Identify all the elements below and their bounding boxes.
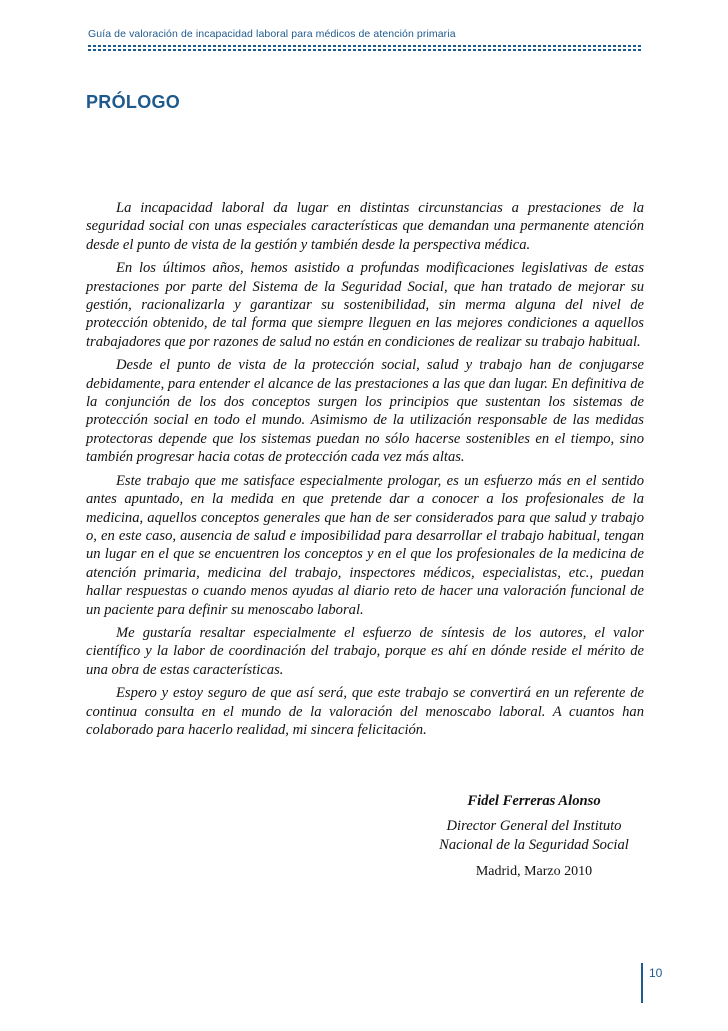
paragraph: En los últimos años, hemos asistido a profundas modificaciones legislativas de estas prestaciones por parte del Sistema de la Seguridad Social, que han tratado de mejorar su gestión, racionalizarla y garantizar su sostenibilidad, sin merma alguna del nivel de protección obtenido, de tal forma que siempre lleguen en las mejores condiciones a aquellos trabajadores que por razones de salud no están en condiciones de realizar su trabajo habitual. (86, 260, 644, 350)
signatory-name: Fidel Ferreras Alonso (467, 793, 601, 809)
paragraph: Me gustaría resaltar especialmente el esfuerzo de síntesis de los autores, el valor científico y la labor de coordinación del trabajo, porque es ahí en dónde reside el mérito de una obra de estas características. (86, 624, 644, 678)
paragraph: La incapacidad laboral da lugar en distintas circunstancias a prestaciones de la seguridad social con unas especiales características que demandan una permanente atención desde el punto de vista de la gestión y también desde la perspectiva médica. (86, 200, 644, 253)
page-title: PRÓLOGO (86, 92, 181, 112)
place-date: Madrid, Marzo 2010 (475, 864, 593, 879)
prologue-body (86, 199, 644, 744)
paragraph: Espero y estoy seguro de que así será, que este trabajo se convertirá en un referente de continua consulta en el mundo de la valoración del menoscabo laboral. A cuantos han colaborado para hacerlo realidad, mi sincera felicitación. (86, 685, 644, 738)
page-number-rule (641, 963, 643, 1003)
paragraph: Desde el punto de vista de la protección social, salud y trabajo han de conjugarse debidamente, para entender el alcance de las prestaciones a las que dan lugar. En definitiva de la conjunción de los dos conceptos surgen los principios que sustentan los sistemas de protección social en todo el mundo. Asimismo de la utilización responsable de las medidas protectoras depende que los sistemas puedan no sólo hacerse sostenibles en el tiempo, sino también progresar hacia cotas de protección cada vez más altas. (86, 357, 644, 466)
signatory-role (418, 817, 650, 855)
running-title: Guía de valoración de incapacidad laboral para médicos de atención primaria (88, 28, 456, 40)
signatory-role-line: Nacional de la Seguridad Social (439, 837, 629, 853)
paragraph: Este trabajo que me satisface especialmente prologar, es un esfuerzo más en el sentido antes apuntado, en la medida en que pretende dar a conocer a los profesionales de la medicina, aquellos conceptos generales que han de ser considerados para que salud y trabajo o, en este caso, ausencia de salud e imposibilidad para desarrollar el trabajo habitual, tengan un lugar en el que se encuentren los conceptos y en el que los profesionales de la medicina de atención primaria, medicina del trabajo, inspectores médicos, especialistas, etc., puedan hallar respuestas o cuando menos ayudas al diario reto de hacer una valoración funcional de un paciente para definir su menoscabo laboral. (86, 472, 644, 618)
signature-block (418, 792, 650, 881)
signatory-role-line: Director General del Instituto (446, 818, 622, 834)
header-dashed-rule (88, 45, 641, 53)
page-number: 10 (649, 966, 663, 980)
